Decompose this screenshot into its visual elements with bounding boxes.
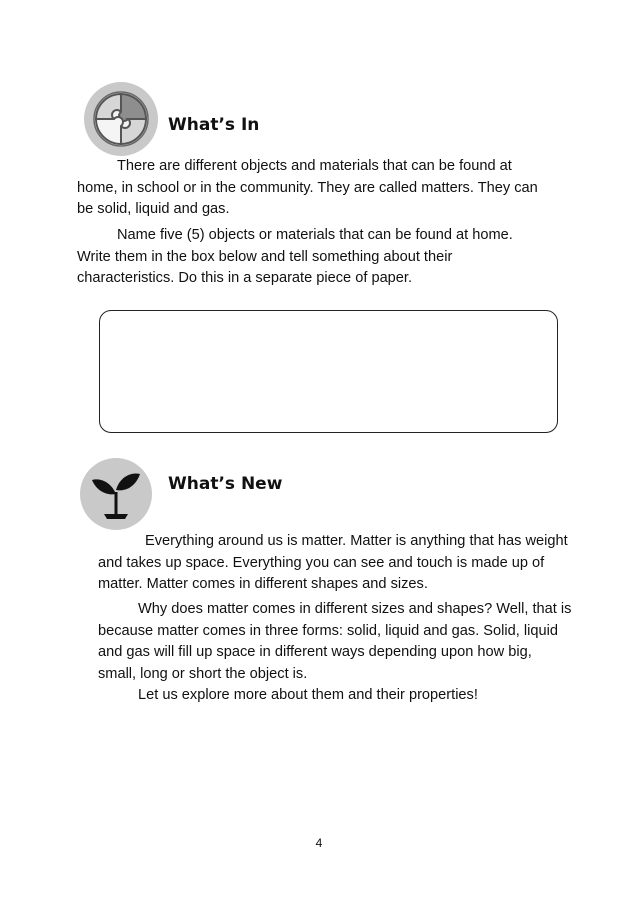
- whats-new-title: What’s New: [168, 474, 283, 494]
- whats-new-paragraph-3: Let us explore more about them and their properties!: [138, 687, 478, 703]
- whats-new-paragraph-2: Why does matter comes in different sizes and shapes? Well, that is because matter comes in three forms: solid, liquid and gas. Solid, liquid and gas will fill up space in different ways depending upon how big, small, long or short the object is.: [98, 601, 572, 682]
- whats-in-title: What’s In: [168, 115, 260, 135]
- answer-box: [99, 310, 558, 433]
- page-number: 4: [315, 836, 323, 850]
- whats-in-paragraph-2: Name five (5) objects or materials that can be found at home. Write them in the box below and tell something about their characteristics. Do this in a separate piece of paper.: [77, 227, 513, 286]
- plant-sprout-icon: [80, 458, 152, 530]
- puzzle-icon: [84, 82, 158, 156]
- whats-new-paragraph-1: Everything around us is matter. Matter is anything that has weight and takes up space. Everything you can see and touch is made up of matter. Matter comes in different shapes and sizes.: [98, 533, 568, 592]
- whats-in-paragraph-1: There are different objects and materials that can be found at home, in school or in the community. They are called matters. They can be solid, liquid and gas.: [77, 158, 538, 217]
